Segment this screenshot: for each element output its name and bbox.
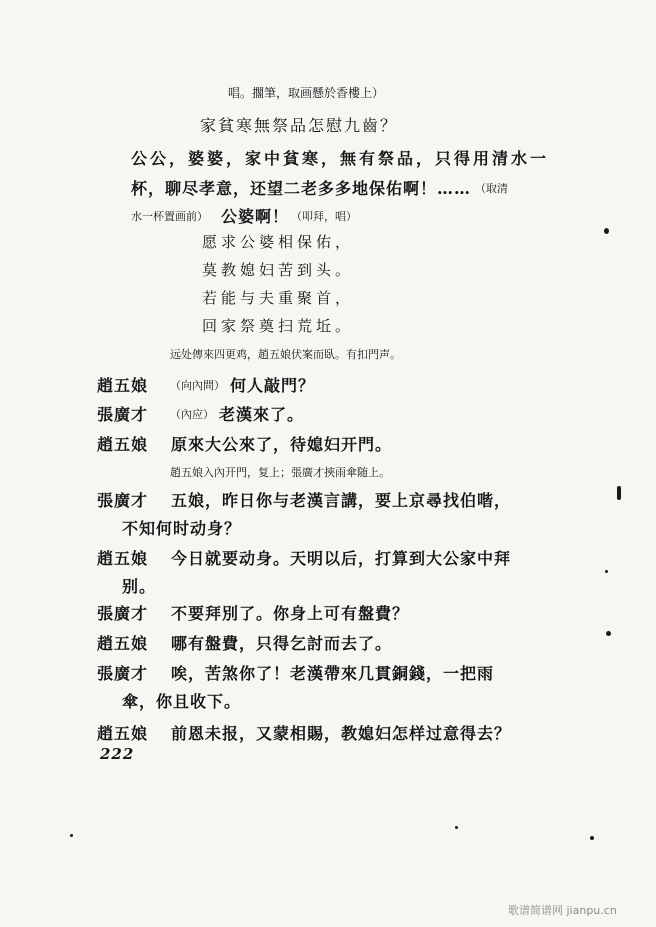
speaker-name: 張廣才 — [97, 491, 149, 510]
dialogue-line: 前恩未报，又蒙相賜，教媳妇怎样过意得去？ — [171, 724, 512, 743]
stage-direction-top: 唱。擱筆，取画懸於香樓上） — [228, 86, 385, 100]
dialogue-line: 老漢來了。 — [219, 405, 305, 424]
verse-line: 若能与夫重聚首， — [202, 289, 355, 307]
verse-line: 回家祭奠扫荒坵。 — [202, 317, 355, 335]
dialogue-line: 公公，婆婆，家中貧寒，無有祭品，只得用清水一 — [131, 149, 550, 168]
speaker-name: 張廣才 — [97, 664, 149, 683]
stage-direction: 趙五娘入內开門，复上；張廣才挾雨傘随上。 — [170, 466, 390, 479]
watermark: 歌谱简谱网 jianpu.cn — [508, 904, 617, 917]
stage-direction-inline: （叩拜，唱） — [291, 210, 357, 223]
page-number: 222 — [100, 745, 135, 763]
stage-direction: 远处傳來四更鸡，趙五娘伏案而臥。有扣門声。 — [170, 348, 401, 361]
verse-line: 愿求公婆相保佑， — [202, 233, 355, 251]
dialogue-line: 五娘，昨日你与老漢言講，要上京尋找伯喈， — [171, 491, 512, 510]
scan-speck — [70, 834, 73, 837]
dialogue-line: 不要拜別了。你身上可有盤費？ — [171, 604, 410, 623]
sung-line: 家貧寒無祭品怎慰九齒？ — [200, 116, 399, 135]
dialogue-line: 今日就要动身。天明以后，打算到大公家中拜 — [171, 549, 512, 568]
speaker-name: 趙五娘 — [97, 549, 149, 568]
dialogue-line: 杯，聊尽孝意，还望二老多多地保佑啊！…… — [131, 179, 472, 198]
dialogue-line: 傘，你且收下。 — [122, 692, 242, 711]
speaker-name: 趙五娘 — [97, 435, 149, 454]
dialogue-line: 哪有盤費，只得乞討而去了。 — [171, 634, 393, 653]
stage-direction-inline: 水一杯置画前） — [131, 210, 208, 223]
dialogue-line: 原來大公來了，待媳妇开門。 — [171, 435, 393, 454]
stage-direction-inline: （內应） — [170, 408, 214, 421]
scan-speck — [605, 570, 608, 573]
scan-speck — [604, 228, 609, 234]
dialogue-line: 不知何时动身？ — [122, 519, 242, 538]
dialogue-line: 别。 — [122, 577, 157, 596]
dialogue-line: 唉，苦煞你了！老漢帶來几貫銅錢，一把雨 — [171, 664, 495, 683]
speaker-name: 張廣才 — [97, 405, 149, 424]
stage-direction-inline: （向內問） — [170, 379, 225, 392]
scan-speck — [455, 826, 458, 829]
dialogue-line: 何人敲門？ — [230, 376, 316, 395]
scan-speck — [606, 631, 611, 636]
dialogue-line: 公婆啊！ — [221, 207, 290, 226]
scan-speck — [617, 486, 621, 500]
speaker-name: 趙五娘 — [97, 724, 149, 743]
stage-direction-inline: （取清 — [475, 182, 508, 195]
speaker-name: 趙五娘 — [97, 634, 149, 653]
speaker-name: 張廣才 — [97, 604, 149, 623]
scan-speck — [590, 836, 594, 840]
speaker-name: 趙五娘 — [97, 376, 149, 395]
verse-line: 莫教媳妇苦到头。 — [202, 261, 355, 279]
